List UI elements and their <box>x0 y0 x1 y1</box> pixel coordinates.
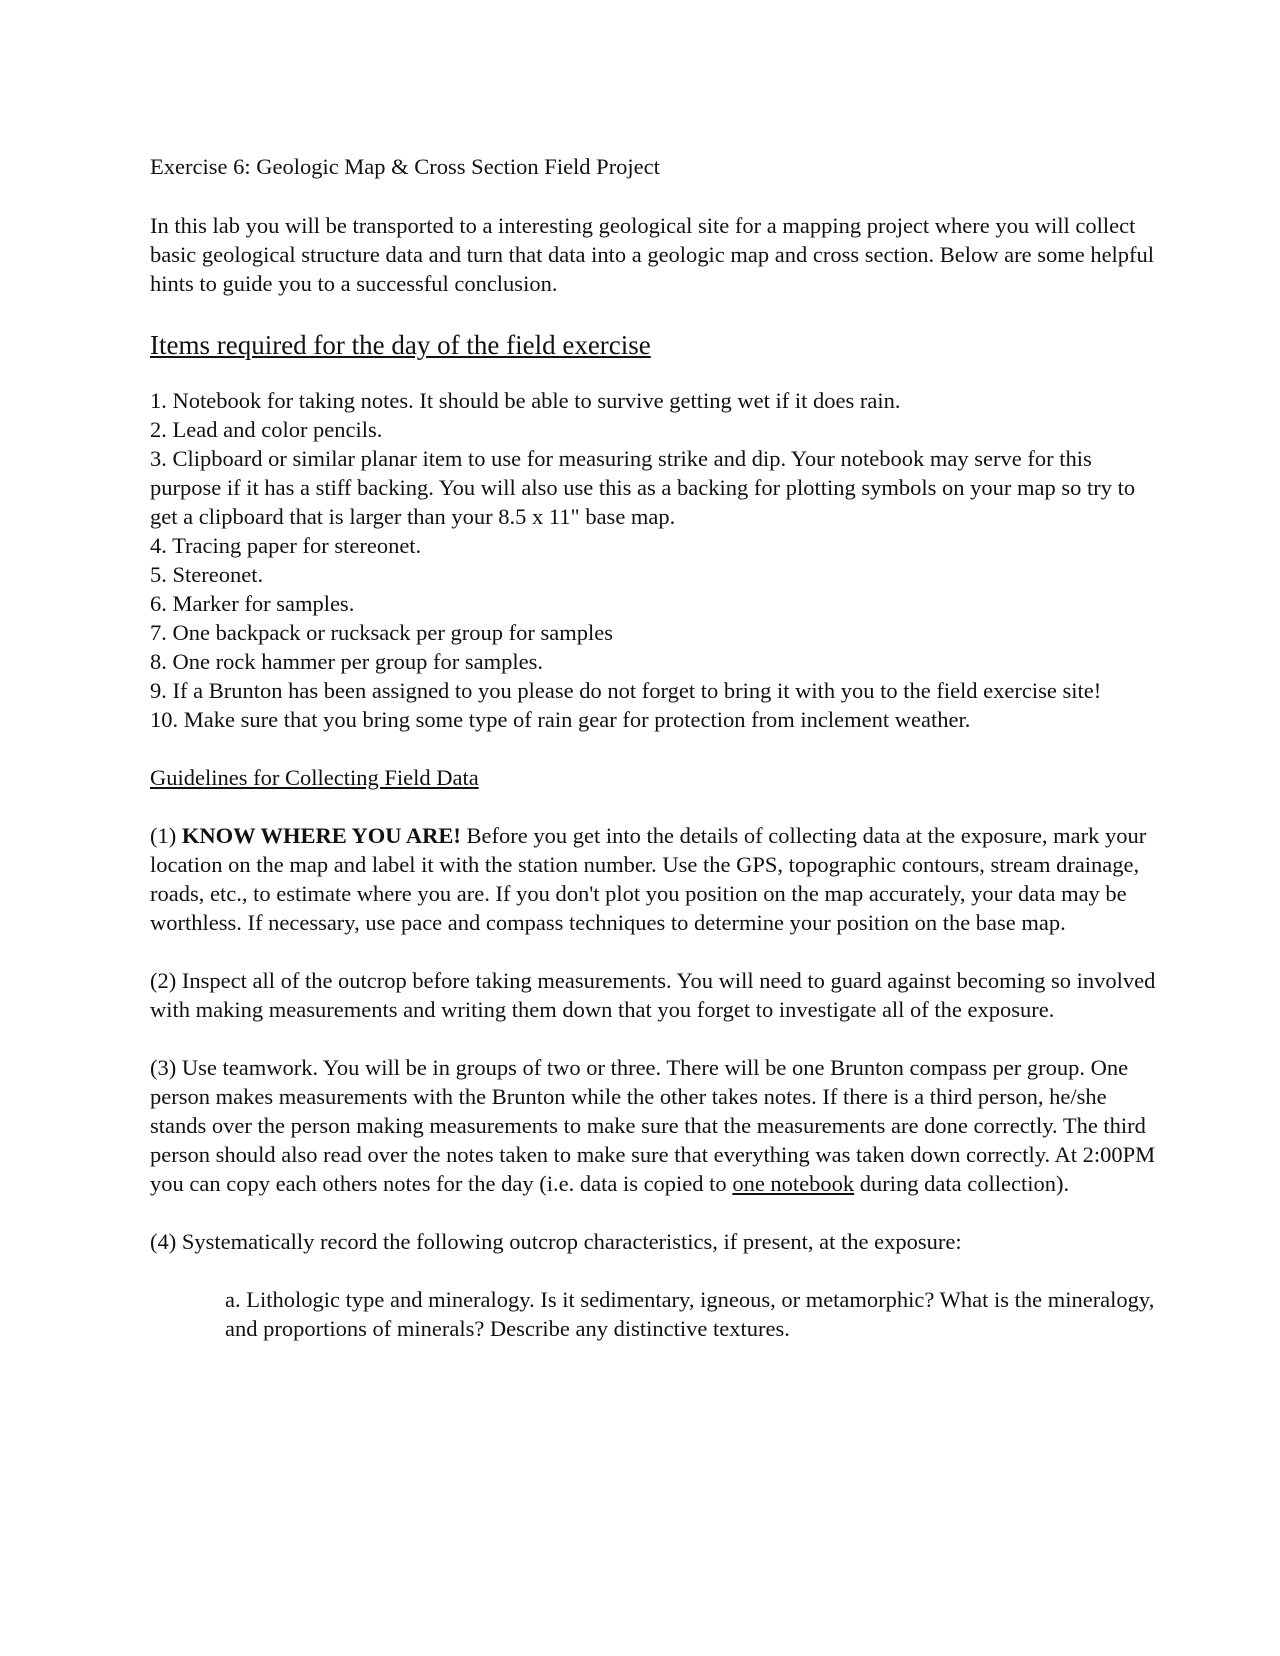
document-title: Exercise 6: Geologic Map & Cross Section Field Project <box>150 154 660 179</box>
items-heading: Items required for the day of the field exercise <box>150 330 651 360</box>
list-item: 4. Tracing paper for stereonet. <box>150 533 422 558</box>
guideline-2: (2) Inspect all of the outcrop before taking measurements. You will need to guard against becoming so involved with making measurements and writing them down that you forget to investigate all of the exposure. <box>150 968 1156 1022</box>
list-item: 2. Lead and color pencils. <box>150 417 383 442</box>
intro-paragraph: In this lab you will be transported to a interesting geological site for a mapping project where you will collect basic geological structure data and turn that data into a geologic map and cross section. Below are some helpful hints to guide you to a successful conclusion. <box>150 213 1155 296</box>
guideline-1-text: Before you get into the details of collecting data at the exposure, mark your location on the map and label it with the station number. Use the GPS, topographic contours, stream drainage, roads, etc., to estimate where you are. If you don't plot you position on the map accurately, your data may be worthless. If necessary, use pace and compass techniques to determine your position on the base map. <box>150 823 1147 935</box>
guideline-3-text-before: (3) Use teamwork. You will be in groups of two or three. There will be one Brunton compass per group. One person makes measurements with the Brunton while the other takes notes. If there is a third person, he/she stands over the person making measurements to make sure that the measurements are done correctly. The third person should also read over the notes taken to make sure that everything was taken down correctly. At 2:00PM you can copy each others notes for the day (i.e. data is copied to <box>150 1055 1156 1196</box>
list-item: 1. Notebook for taking notes. It should be able to survive getting wet if it does rain. <box>150 388 901 413</box>
guideline-3-underlined: one notebook <box>732 1171 855 1196</box>
guideline-4a: a. Lithologic type and mineralogy. Is it sedimentary, igneous, or metamorphic? What is the mineralogy, and proportions of minerals? Describe any distinctive textures. <box>225 1287 1155 1341</box>
guidelines-heading: Guidelines for Collecting Field Data <box>150 765 479 790</box>
guideline-1 <box>150 821 1160 937</box>
list-item: 10. Make sure that you bring some type of rain gear for protection from inclement weather. <box>150 707 971 732</box>
list-item: 3. Clipboard or similar planar item to use for measuring strike and dip. Your notebook may serve for this purpose if it has a stiff backing. You will also use this as a backing for plotting symbols on your map so try to get a clipboard that is larger than your 8.5 x 11" base map. <box>150 446 1136 529</box>
list-item: 5. Stereonet. <box>150 562 264 587</box>
guideline-1-number: (1) <box>150 823 182 848</box>
items-list <box>150 386 1160 734</box>
list-item: 9. If a Brunton has been assigned to you please do not forget to bring it with you to the field exercise site! <box>150 678 1102 703</box>
list-item: 8. One rock hammer per group for samples. <box>150 649 544 674</box>
document-page <box>150 152 1160 1343</box>
guideline-3 <box>150 1053 1160 1198</box>
guideline-4: (4) Systematically record the following outcrop characteristics, if present, at the exposure: <box>150 1229 962 1254</box>
guideline-1-emphasis: KNOW WHERE YOU ARE! <box>181 823 461 848</box>
list-item: 6. Marker for samples. <box>150 591 355 616</box>
guideline-3-text-after: during data collection). <box>854 1171 1070 1196</box>
list-item: 7. One backpack or rucksack per group for samples <box>150 620 613 645</box>
